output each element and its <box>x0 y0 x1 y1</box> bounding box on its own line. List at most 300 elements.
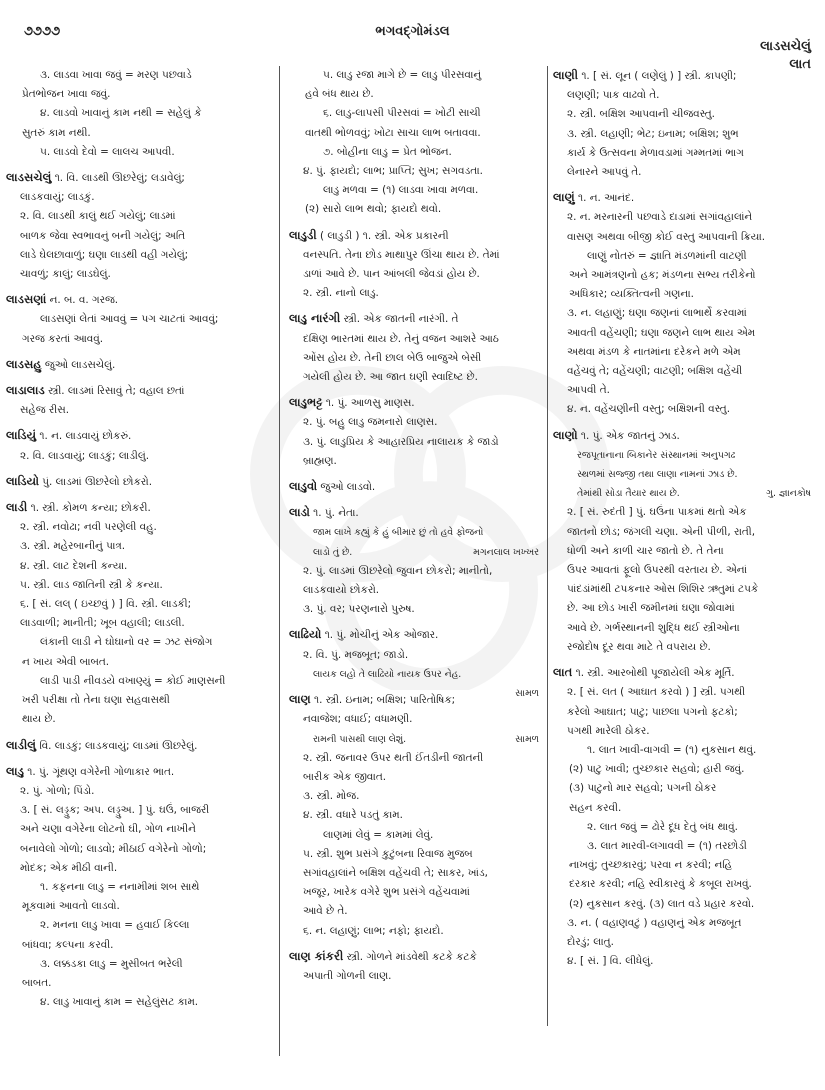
line-text: નવાજેશ; વધાઈ; વધામણી. <box>303 713 413 726</box>
line-text: ૨. સ્ત્રી. નાનો લાડુ. <box>303 287 379 300</box>
definition-line <box>6 426 270 446</box>
line-text: લાડસણાં લેતાં આવવું = પગ ચાટતાં આવવું; <box>40 313 219 326</box>
headword: લાડુવો <box>289 479 318 494</box>
line-text: સુતરું કામ નથી. <box>22 126 91 139</box>
definition-line <box>289 284 543 303</box>
line-text: ૬. ન. લહાણું; લાભ; નફો; ફાયદો. <box>303 924 444 937</box>
line-text: વાતથી ભોળવવું; ખોટા સાચા લાભ બતાવવા. <box>305 126 481 139</box>
definition-line <box>289 309 543 329</box>
dictionary-entry <box>289 947 543 986</box>
definition-line <box>6 472 270 492</box>
definition-line <box>553 400 815 419</box>
line-text: વનસ્પતિ. તેના છોડ માથાપુર ઊંચા થાય છે. તેમાં <box>303 248 500 261</box>
definition-line <box>553 163 815 182</box>
dictionary-entry <box>6 381 270 420</box>
definition-line <box>6 801 270 820</box>
line-text: થાય છે. <box>22 713 56 726</box>
definition-line <box>553 599 815 618</box>
definition-line <box>289 646 543 665</box>
definition-line <box>553 837 815 856</box>
line-text: ૨. વિ. લાડથી કાલું થઈ ગયેલું; લાડમાં <box>20 210 176 223</box>
line-text: પું. લાડમાં ઊછરેલો છોકરો. <box>39 475 153 488</box>
line-text: પાંદડાંમાંથી ટપકનાર ઓસ શિશિર ઋતુમાં ટપકે <box>567 583 759 596</box>
line-text: ૧. સ્ત્રી. આરબોથી પૂજાયેલી એક મૂર્તિ. <box>572 667 735 680</box>
dictionary-entry <box>553 66 815 182</box>
definition-line <box>6 143 270 162</box>
line-text: (૨) નુકસાન કરવું. (૩) લાત વડે પ્રહાર કરવો. <box>569 897 755 910</box>
definition-line <box>553 779 815 798</box>
dictionary-entry <box>6 66 270 162</box>
definition-line <box>553 703 815 722</box>
definition-line <box>289 503 543 523</box>
dictionary-entry <box>6 168 270 284</box>
definition-line <box>553 247 815 266</box>
definition-line <box>6 936 270 955</box>
line-text: ૪. સ્ત્રી. લાટ દેશની કન્યા. <box>20 559 128 572</box>
line-text: ૧. ન. લાડવાયું છોકરું. <box>36 430 132 443</box>
line-text: ૨. લાત જવું = ઢોરે દૂધ દેતું બંધ થાવું. <box>587 820 738 833</box>
line-text: રામની પાસથી લાણ લેશું. <box>313 733 407 745</box>
headword: લાડો <box>289 505 310 520</box>
dictionary-entry <box>6 498 270 729</box>
line-text: ૧. પું. મોચીનું એક ઓજાર. <box>321 629 439 642</box>
line-text: સ્થળમાં સજ્જી તથા લાણા નામનાં ઝાડ છે. <box>577 469 738 481</box>
definition-line <box>289 690 543 710</box>
definition-line <box>6 330 270 349</box>
headword: લાડિયું <box>6 428 37 443</box>
line-text: જુઓ લાડસચેલું. <box>41 358 116 371</box>
line-text: સ્ત્રી. લાડમાં રિસાવું તે; વહાલ છતાં <box>44 385 185 398</box>
line-text: ઉપર આવતાં ફૂલો ઉપરથી વરતાય છે. એનાં <box>567 564 748 577</box>
definition-line <box>6 762 270 782</box>
definition-line <box>553 561 815 580</box>
definition-line <box>553 619 815 638</box>
definition-line <box>553 952 815 971</box>
line-text: ૪. લાડુ ખાવાનું કામ = સહેલુંસટ કામ. <box>40 996 199 1009</box>
line-text: ૪. લાડવો ખાવાનું કામ નથી = સહેલું કે <box>40 107 202 120</box>
definition-line <box>6 66 270 85</box>
definition-line <box>6 537 270 556</box>
definition-line <box>289 265 543 284</box>
definition-line <box>6 447 270 466</box>
line-text: વિ. લાડકું; લાડકવાયું; લાડમાં ઊછરેલું. <box>36 739 198 752</box>
line-text: મૂકવામાં આવતો લાડવો. <box>22 900 120 913</box>
line-text: ૨. મનના લાડુ ખાવા = હવાઈ કિલ્લા <box>40 919 190 932</box>
definition-line <box>553 523 815 542</box>
definition-line <box>6 381 270 401</box>
dictionary-entry <box>6 426 270 465</box>
line-text: દરકાર કરવી; નહિ સ્વીકારવું કે કબૂલ રાખવું. <box>569 878 752 891</box>
line-text: બનાવેલો ગોળો; લાડવો; મીઠાઈ વગેરેનો ગોળો; <box>20 842 207 855</box>
line-text: ૧. પું. આળસુ માણસ. <box>322 397 415 410</box>
line-text: સહન કરવી. <box>569 801 622 814</box>
dictionary-entry <box>289 66 543 220</box>
definition-line <box>289 922 543 941</box>
line-text: વાસણ અથવા બીજી કોઈ વસ્તુ આપવાની ક્રિયા. <box>567 230 766 243</box>
headword: લાડસચેલું <box>6 170 52 185</box>
line-text: ૧. પું. એક જાતનું ઝાડ. <box>577 429 680 442</box>
line-text: ૫. સ્ત્રી. લાડ જાતિની સ્ત્રી કે કન્યા. <box>20 578 163 591</box>
definition-line <box>6 576 270 595</box>
line-text: ૧. ન. આનંદ. <box>574 192 635 205</box>
citation-source: મગનલાલ ખખ્ખર <box>473 546 539 558</box>
line-text: ૫. લાડુ રજા માગે છે = લાડુ પીરસવાનું <box>323 69 482 81</box>
line-text: જામ લાખે કહ્યું કે હું બીમાર છું તો હવે ફોજનો <box>313 527 484 539</box>
definition-line <box>553 343 815 362</box>
line-text: અને આમંત્રણનો હક; મંડળના સભ્ય તરીકેનો <box>569 269 756 282</box>
definition-line <box>289 368 543 387</box>
dictionary-entry <box>553 426 815 657</box>
line-text: રજોદોષ દૂર થવા માટે તે વપરાય છે. <box>567 640 711 653</box>
line-text: લેનારને આપવું તે. <box>567 166 642 179</box>
line-text: ૧. પું. ગૂંથણ વગેરેની ગોળાકાર ભાત. <box>23 765 175 778</box>
dictionary-entry <box>6 355 270 375</box>
line-text: ખરી પરીક્ષા તો તેના ઘણા સહવાસથી <box>22 694 170 707</box>
citation-line <box>553 446 815 465</box>
definition-line <box>6 653 270 672</box>
line-text: લાયક લહો તે લાઢિયો નાયક ઉપર નેહ. <box>313 668 462 680</box>
line-text: ૨. સ્ત્રી. બક્ષિશ આપવાની ચીજવસ્તુ. <box>567 108 715 121</box>
definition-line <box>6 227 270 246</box>
dictionary-entry <box>289 393 543 471</box>
line-text: ૧. [ સં. લૂન ( લણેલું ) ] સ્ત્રી. કાપણી; <box>578 70 737 82</box>
definition-line <box>6 168 270 188</box>
definition-line <box>6 916 270 935</box>
line-text: ૩. પું. લાડુપ્રિય કે આહારપ્રિય નાલાયક કે જાડો <box>303 435 499 448</box>
line-text: ૪. ન. વહેંચણીની વસ્તુ; બક્ષિશની વસ્તુ. <box>567 403 730 416</box>
definition-line <box>553 760 815 779</box>
line-text: ૨. સ્ત્રી. નવોઢા; નવી પરણેલી વહુ. <box>20 521 157 534</box>
definition-line <box>6 736 270 756</box>
definition-line <box>289 883 543 902</box>
definition-line <box>553 914 815 933</box>
definition-line <box>6 633 270 652</box>
definition-line <box>289 143 543 162</box>
line-text: નાખવું; તુચ્છકારવું; પરવા ન કરવી; નહિ <box>569 859 733 872</box>
definition-line <box>553 741 815 760</box>
headword: લાઢિયો <box>289 627 322 642</box>
definition-line <box>553 208 815 227</box>
line-text: અને ચણા વગેરેના લોટનો ઘી, ગોળ નાખીને <box>20 823 196 836</box>
line-text: (૩) પાટુનો માર સહવો; પગની ઠોકર <box>569 782 717 795</box>
citation-source: સામળ <box>515 733 539 745</box>
line-text: ૧. લાત ખાવી-વાગવી = (૧) નુકસાન થવું. <box>587 743 757 756</box>
headword: લાડુ નારંગી <box>289 311 341 326</box>
definition-line <box>289 600 543 619</box>
definition-line <box>289 749 543 768</box>
definition-line <box>289 902 543 921</box>
headword: લાત <box>553 665 573 680</box>
headword: લાડિયો <box>6 473 39 488</box>
definition-line <box>6 124 270 143</box>
line-text: (૨) પાટુ ખાવી; તુચ્છકાર સહવો; હારી જવું. <box>569 763 745 776</box>
dictionary-entry <box>289 226 543 304</box>
dictionary-entry <box>6 736 270 756</box>
line-text: ૩. લાડવા ખાવા જવું = મરણ પછવાડે <box>40 69 192 81</box>
definition-line <box>553 722 815 741</box>
line-text: ૨. પું. બહુ લાડુ જમનારો લાણસ. <box>303 416 438 429</box>
line-text: દક્ષિણ ભારતમાં થાય છે. તેનું વજન આશરે આઠ <box>303 332 499 345</box>
line-text: ૩. સ્ત્રી. મોજ. <box>303 790 360 803</box>
citation-line <box>553 484 815 503</box>
line-text: (૨) સારો લાભ થવો; ફાયદો થવો. <box>305 203 442 216</box>
definition-line <box>6 188 270 207</box>
definition-line <box>553 188 815 208</box>
dictionary-entry <box>6 472 270 492</box>
line-text: લણણી; પાક વાઢવો તે. <box>567 89 660 102</box>
line-text: લાડુ મળવા = (૧) લાડવા ખાવા મળવા. <box>323 184 479 197</box>
line-text: ૬. લાડુ-લાપસી પીરસવાં = ખોટી સાચી <box>323 107 481 120</box>
citation-line <box>289 730 543 749</box>
definition-line <box>6 955 270 974</box>
line-text: ૨. પું. લાડમાં ઊછરેલો જુવાન છોકરો; માનીતો, <box>303 564 493 577</box>
definition-line <box>6 265 270 284</box>
line-text: ૧. સ્ત્રી. ઇનામ; બક્ષિશ; પારિતોષિક; <box>310 694 456 707</box>
headword: લાણ કાંકરી <box>289 948 344 963</box>
dictionary-column-2 <box>289 66 543 992</box>
definition-line <box>553 86 815 105</box>
line-text: ૫. સ્ત્રી. શુભ પ્રસંગે કુટુંબના રિવાજ મુજબ <box>303 847 473 860</box>
definition-line <box>553 799 815 818</box>
definition-line <box>289 349 543 368</box>
dictionary-column-3 <box>553 66 815 977</box>
definition-line <box>6 974 270 993</box>
definition-line <box>553 144 815 163</box>
line-text: ૨. વિ. લાડવાયું; લાડકું; લાડીલું. <box>20 449 150 462</box>
column-divider <box>547 66 548 1026</box>
line-text: બાંધવા; કલ્પના કરવી. <box>22 938 114 951</box>
definition-line <box>553 228 815 247</box>
definition-line <box>553 362 815 381</box>
line-text: ન ખાય એવી બાબત. <box>22 655 110 668</box>
definition-line <box>6 993 270 1012</box>
definition-line <box>289 625 543 645</box>
headword: લાણો <box>553 427 578 442</box>
definition-line <box>289 581 543 600</box>
definition-line <box>553 66 815 86</box>
dictionary-entry <box>553 188 815 419</box>
definition-line <box>6 498 270 518</box>
line-text: વહેંચવું તે; વહેંચણી; વાટણી; બક્ષિશ વહેંચી <box>567 365 743 378</box>
definition-line <box>289 226 543 246</box>
guide-word-last: લાત <box>789 57 811 72</box>
line-text: પ્રેતભોજન ખાવા જવું. <box>22 88 111 101</box>
line-text: આપવી તે. <box>567 384 610 397</box>
definition-line <box>289 477 543 497</box>
line-text: છે. આ છોડ ખારી જમીનમાં ઘણા જોવામાં <box>567 602 735 615</box>
definition-line <box>289 967 543 986</box>
line-text: ન. બ. વ. ગરજ. <box>46 294 119 307</box>
line-text: લાડો તું છે. <box>313 546 353 558</box>
line-text: ગરજ કરતાં આવવું. <box>22 332 104 345</box>
citation-line <box>289 543 543 562</box>
citation-line <box>553 465 815 484</box>
headword: લાડીલું <box>6 737 37 752</box>
line-text: ૪. સ્ત્રી. વધારે પડતું કામ. <box>303 809 403 822</box>
line-text: સગાંવહાલાંને બક્ષિશ વહેંચવી તે; સાકર, ખાંડ, <box>303 866 488 879</box>
line-text: તેમાંથી સોડા તૈયાર થાય છે. <box>577 488 680 500</box>
running-title: ભગવદ્ગોમંડલ <box>375 24 450 39</box>
line-text: લાણું નોતરું = જ્ઞાતિ મંડળમાંની વાટણી <box>587 249 747 262</box>
citation-source: સામળ <box>515 688 539 700</box>
definition-line <box>6 782 270 801</box>
definition-line <box>289 66 543 85</box>
dictionary-entry <box>289 309 543 387</box>
line-text: ૩. સ્ત્રી. મહેરબાનીનું પાત્ર. <box>20 540 126 553</box>
line-text: ૪. [ સં. ] વિ. લીધેલું. <box>567 955 654 968</box>
line-text: ૩. ન. ( વહાણવટું ) વહાણનું એક મજબૂત <box>567 916 742 929</box>
definition-line <box>6 614 270 633</box>
headword: લાડસહુ <box>6 356 42 371</box>
line-text: ૩. સ્ત્રી. લહાણી; ભેટ; ઇનામ; બક્ષિશ; શુભ <box>567 127 739 140</box>
definition-line <box>6 672 270 691</box>
headword: લાડુડી <box>289 227 317 242</box>
definition-line <box>553 683 815 702</box>
definition-line <box>553 895 815 914</box>
definition-line <box>6 840 270 859</box>
definition-line <box>289 433 543 452</box>
line-text: આવે છે તે. <box>303 905 348 918</box>
line-text: હવે બંધ થાય છે. <box>305 88 374 101</box>
definition-line <box>6 595 270 614</box>
citation-line <box>289 665 543 684</box>
definition-line <box>289 710 543 729</box>
guide-word-first: લાડસચેલું <box>760 39 811 54</box>
definition-line <box>553 542 815 561</box>
line-text: ૩. લાત મારવી-લગાવવી = (૧) તરછોડી <box>587 839 747 852</box>
definition-line <box>289 452 543 471</box>
dictionary-entry <box>289 477 543 497</box>
definition-line <box>289 200 543 219</box>
line-text: ૩. [ સં. લડ્ડુક; અપ. લડ્ડુઅ. ] પું. ઘઉં, બાજરી <box>20 804 210 817</box>
definition-line <box>6 310 270 329</box>
definition-line <box>553 818 815 837</box>
definition-line <box>553 933 815 952</box>
headword: લાડી <box>6 500 28 515</box>
line-text: ગયેલી હોય છે. આ જાત ઘણી સ્વાદિષ્ટ છે. <box>303 371 478 384</box>
definition-line <box>553 285 815 304</box>
definition-line <box>6 859 270 878</box>
line-text: અપાતી ગોળની લાણ. <box>303 969 392 982</box>
definition-line <box>6 878 270 897</box>
line-text: ૪. પું. ફાયદો; લાભ; પ્રાપ્તિ; સુખ; સગવડતા. <box>303 165 483 178</box>
definition-line <box>289 85 543 104</box>
line-text: કરેલો આઘાત; પાટુ; પાછલા પગનો ફટકો; <box>567 705 738 718</box>
dictionary-entry <box>553 663 815 971</box>
line-text: અધિકાર; વ્યક્તિત્વની ગણના. <box>569 288 694 301</box>
definition-line <box>289 562 543 581</box>
line-text: ૬. [ સં. લલ્ ( ઇચ્છવું ) ] વિ. સ્ત્રી. લાડકી; <box>20 598 192 611</box>
citation-line <box>289 523 543 542</box>
line-text: ૭. બોહીના લાડુ = પ્રેત ભોજન. <box>323 145 452 158</box>
definition-line <box>553 426 815 446</box>
line-text: ૧. વિ. લાડથી ઊછરેલું; લડાવેલું; <box>51 172 185 185</box>
line-text: ૧. કફનના લાડુ = નનામીમાં શબ સાથે <box>40 880 200 893</box>
line-text: લાણમાં લેવું = કામમાં લેવું. <box>323 828 434 841</box>
definition-line <box>289 787 543 806</box>
line-text: લાડવાળી; માનીતી; ખૂબ વહાલી; લાડલી. <box>20 617 185 630</box>
headword: લાડાલાડ <box>6 383 45 398</box>
line-text: ૧. પું. નેતા. <box>309 507 359 520</box>
headword: લાણી <box>553 68 579 82</box>
line-text: ૫. લાડવો દેવો = લાલચ આપવી. <box>40 145 175 158</box>
definition-line <box>553 663 815 683</box>
definition-line <box>289 104 543 123</box>
headword: લાડુ <box>6 763 24 778</box>
line-text: ઓંસ હોય છે. તેની છાલ બેઉ બાજુએ બેસી <box>303 351 482 364</box>
line-text: બારીક એક જીવાત. <box>303 770 387 783</box>
line-text: રજપૂતાનાના બિકાનેર સંસ્થાનમાં અનુપગઢ <box>577 449 736 461</box>
definition-line <box>553 875 815 894</box>
definition-line <box>6 518 270 537</box>
dictionary-entry <box>289 503 543 619</box>
line-text: આવતી વહેંચણી; ઘણા જણને લાભ થાય એમ <box>567 326 756 339</box>
line-text: ૨. પું. ગોળો; પિંડો. <box>20 784 95 797</box>
line-text: ૨. સ્ત્રી. જનાવર ઉપર થતી ઈંતડીની જાતની <box>303 751 484 764</box>
definition-line <box>553 503 815 522</box>
definition-line <box>553 638 815 657</box>
line-text: બાબત. <box>22 976 52 989</box>
definition-line <box>289 768 543 787</box>
line-text: લંકાની લાડી ને ઘોઘાનો વર = ઝટ સંજોગ <box>40 636 213 649</box>
definition-line <box>553 105 815 124</box>
definition-line <box>289 246 543 265</box>
definition-line <box>553 304 815 323</box>
definition-line <box>289 947 543 967</box>
line-text: ૩. પું. વર; પરણનારો પુરુષ. <box>303 603 415 616</box>
definition-line <box>6 897 270 916</box>
definition-line <box>6 355 270 375</box>
definition-line <box>553 125 815 144</box>
definition-line <box>6 710 270 729</box>
definition-line <box>6 85 270 104</box>
definition-line <box>6 401 270 420</box>
definition-line <box>289 864 543 883</box>
line-text: ૩. લક્કડકા લાડુ = મુસીબત ભરેલી <box>40 957 183 970</box>
headword: લાણ <box>289 692 311 707</box>
definition-line <box>289 124 543 143</box>
line-text: સ્ત્રી. ગોળને માંડવેથી કટકે કટકે <box>343 950 477 963</box>
line-text: લાડી પાડી નીવડયે વખાણ્યું = કોઈ માણસની <box>40 674 226 687</box>
line-text: મોદક; એક મીઠી વાની. <box>20 861 118 874</box>
definition-line <box>553 381 815 400</box>
line-text: ( લાડુડી ) ૧. સ્ત્રી. એક પ્રકારની <box>316 229 449 242</box>
definition-line <box>289 181 543 200</box>
definition-line <box>289 806 543 825</box>
line-text: લાડે ઘેલછાવાળું; ઘણા લાડથી વહી ગયેલું; <box>20 248 189 261</box>
definition-line <box>553 856 815 875</box>
citation-source: ગુ. જ્ઞાનકોષ <box>766 488 811 500</box>
line-text: લાડકવાયો છોકરો. <box>303 584 380 597</box>
definition-line <box>553 324 815 343</box>
line-text: ૨. [ સં. લત ( આઘાત કરવો ) ] સ્ત્રી. પગથી <box>567 686 746 699</box>
headword: લાડુભટ્ટ <box>289 395 323 410</box>
line-text: ૧. સ્ત્રી. કોમળ કન્યા; છોકરી. <box>27 502 151 515</box>
line-text: જુઓ લાડવો. <box>317 481 376 494</box>
line-text: ૩. ન. લહાણું; ઘણા જણનાં લાભાર્થે કરવામાં <box>567 307 747 320</box>
line-text: ધોળી અને કાળી ચાર જાતો છે. તે તેના <box>567 544 724 557</box>
line-text: બાળક જેવા સ્વભાવનું બની ગયેલું; અતિ <box>20 229 186 242</box>
line-text: ચાવળું; કાલું; લાડઘેલું. <box>20 268 111 281</box>
line-text: સહેજ રીસ. <box>20 404 69 417</box>
headword: લાડસણાં <box>6 292 47 307</box>
dictionary-entry <box>289 690 543 941</box>
line-text: સ્ત્રી. એક જાતની નારંગી. તે <box>340 313 459 326</box>
definition-line <box>6 691 270 710</box>
definition-line <box>6 557 270 576</box>
line-text: જાતનો છોડ; જંગલી ચણા. એની પીળી, રાતી, <box>567 525 756 538</box>
line-text: આવે છે. ગર્ભસ્થાનની શુદ્ધિ થઈ સ્ત્રીઓના <box>567 621 740 634</box>
